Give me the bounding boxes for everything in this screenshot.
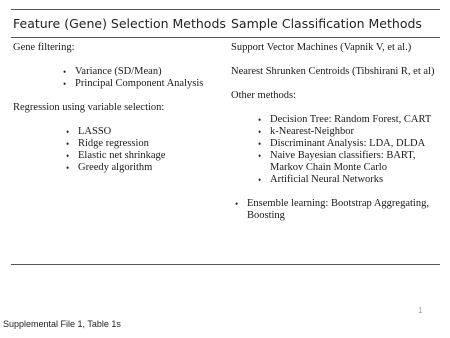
classification-cell — [229, 38, 440, 265]
list-item: • Greedy algorithm — [78, 162, 227, 174]
list-item: • Elastic net shrinkage — [78, 150, 227, 162]
nsc-text: Nearest Shrunken Centroids (Tibshirani R, et al) — [231, 66, 435, 77]
list-item: • Ridge regression — [78, 138, 227, 150]
list-item: • Ensemble learning: Bootstrap Aggregating, Boosting — [247, 198, 438, 222]
list-item: • k-Nearest-Neighbor — [270, 126, 438, 138]
regression-heading: Regression using variable selection: — [13, 102, 165, 113]
regression-list — [78, 126, 227, 174]
gene-filtering-heading: Gene filtering: — [13, 42, 75, 53]
list-item: • Discriminant Analysis: LDA, DLDA — [270, 138, 438, 150]
body-row — [11, 38, 440, 265]
feature-selection-cell — [11, 38, 229, 265]
other-methods-list — [270, 114, 438, 186]
list-item: • LASSO — [78, 126, 227, 138]
list-item: • Variance (SD/Mean) — [75, 66, 227, 78]
methods-table — [11, 9, 440, 265]
header-sample-classification: Sample Classification Methods — [229, 10, 440, 38]
header-row — [11, 10, 440, 38]
list-item: • Naive Bayesian classifiers: BART, Markov Chain Monte Carlo — [270, 150, 438, 174]
header-feature-selection: Feature (Gene) Selection Methods — [11, 10, 229, 38]
list-item: • Decision Tree: Random Forest, CART — [270, 114, 438, 126]
caption: Supplemental File 1, Table 1s — [3, 319, 121, 329]
svm-text: Support Vector Machines (Vapnik V, et al.) — [231, 42, 412, 53]
page-number: 1 — [418, 306, 423, 315]
list-item: • Principal Component Analysis — [75, 78, 227, 90]
other-methods-heading: Other methods: — [231, 90, 297, 101]
list-item: • Artificial Neural Networks — [270, 174, 438, 186]
gene-filtering-list — [75, 66, 227, 90]
ensemble-list — [247, 198, 438, 222]
